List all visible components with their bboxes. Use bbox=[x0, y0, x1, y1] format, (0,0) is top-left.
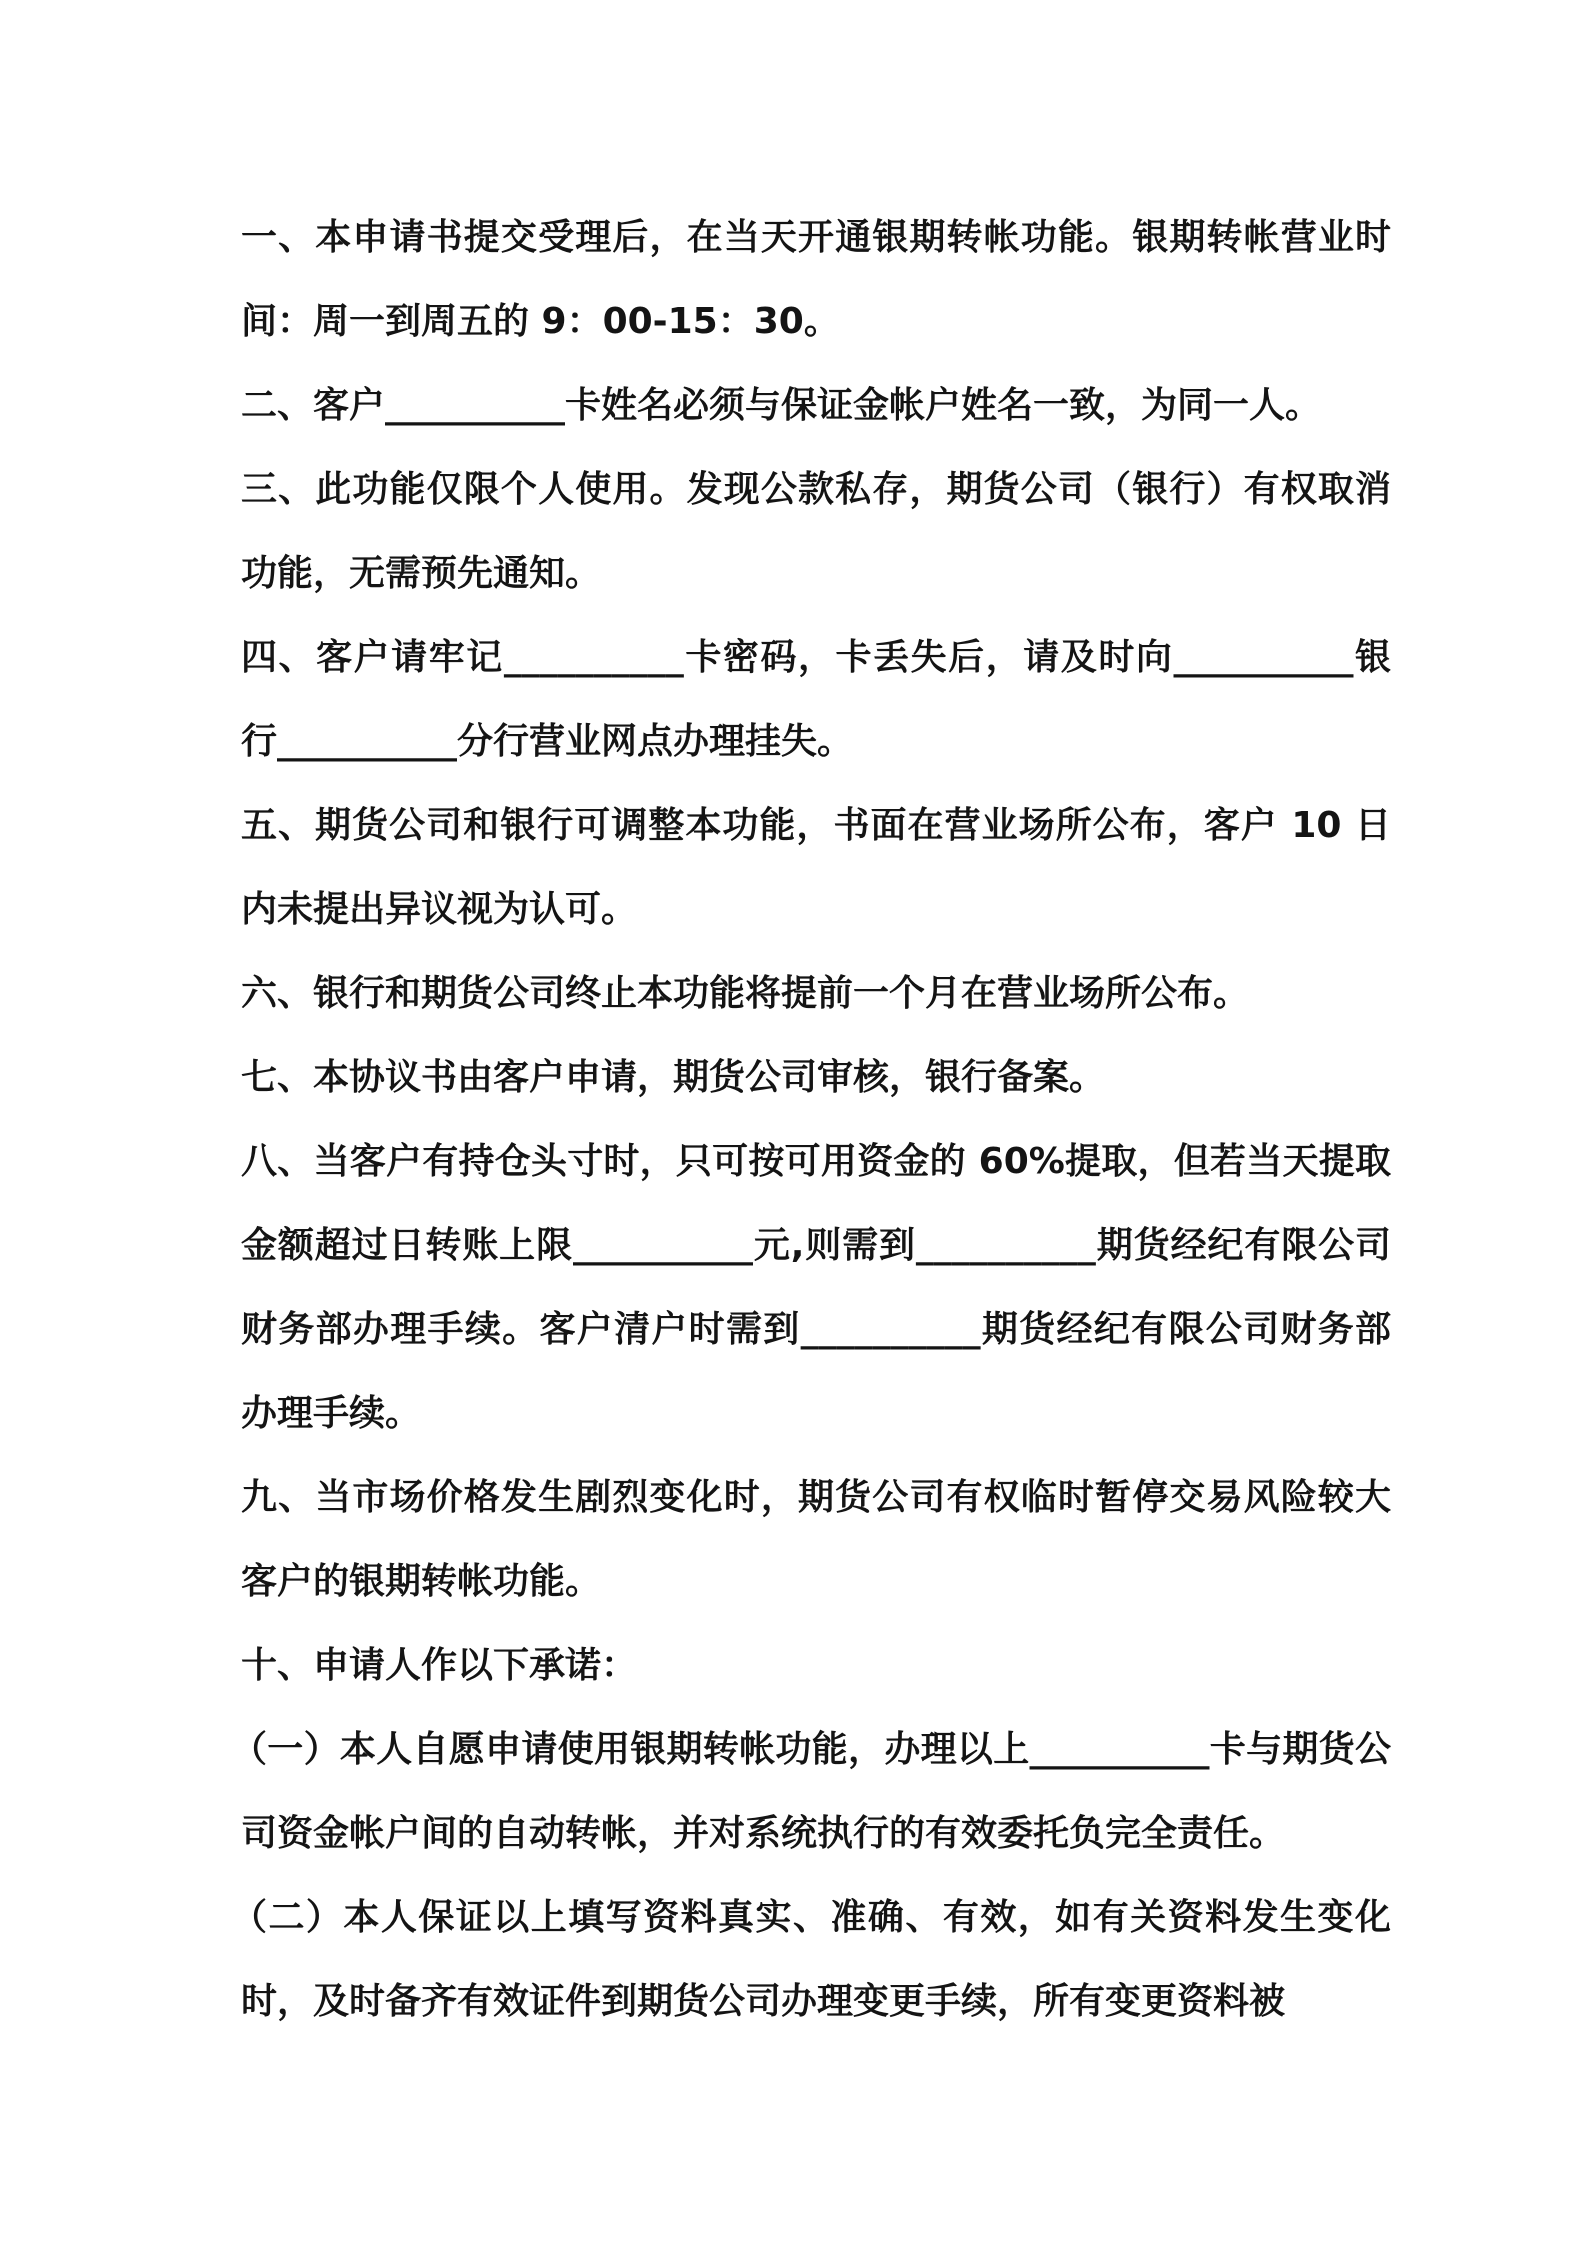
clause-10: 十、申请人作以下承诺： bbox=[241, 1645, 638, 1686]
clause-9: 九、当市场价格发生剧烈变化时，期货公司有权临时暂停交易风险较大客户的银期转帐功能。 bbox=[241, 1477, 1391, 1602]
document-body bbox=[231, 196, 1391, 2044]
clause-3: 三、此功能仅限个人使用。发现公款私存，期货公司（银行）有权取消功能，无需预先通知。 bbox=[241, 469, 1391, 594]
commitment-2: （二）本人保证以上填写资料真实、准确、有效，如有关资料发生变化时，及时备齐有效证件到期货公司办理变更手续，所有变更资料被 bbox=[231, 1897, 1391, 2022]
clause-8: 八、当客户有持仓头寸时，只可按可用资金的 60%提取，但若当天提取金额超过日转账上限__________元,则需到__________期货经纪有限公司财务部办理手续。客户清户时需到__________期货经纪有限公司财务部办理手续。 bbox=[241, 1141, 1391, 1434]
clause-5: 五、期货公司和银行可调整本功能，书面在营业场所公布，客户 10 日内未提出异议视为认可。 bbox=[241, 805, 1391, 930]
clause-1: 一、本申请书提交受理后，在当天开通银期转帐功能。银期转帐营业时间：周一到周五的 9：00-15：30。 bbox=[241, 217, 1391, 342]
clause-6: 六、银行和期货公司终止本功能将提前一个月在营业场所公布。 bbox=[241, 973, 1250, 1014]
clause-2: 二、客户__________卡姓名必须与保证金帐户姓名一致，为同一人。 bbox=[241, 385, 1322, 426]
commitment-1: （一）本人自愿申请使用银期转帐功能，办理以上__________卡与期货公司资金帐户间的自动转帐，并对系统执行的有效委托负完全责任。 bbox=[231, 1729, 1391, 1854]
clause-7: 七、本协议书由客户申请，期货公司审核，银行备案。 bbox=[241, 1057, 1106, 1098]
clause-4: 四、客户请牢记__________卡密码，卡丢失后，请及时向__________银行__________分行营业网点办理挂失。 bbox=[241, 637, 1391, 762]
